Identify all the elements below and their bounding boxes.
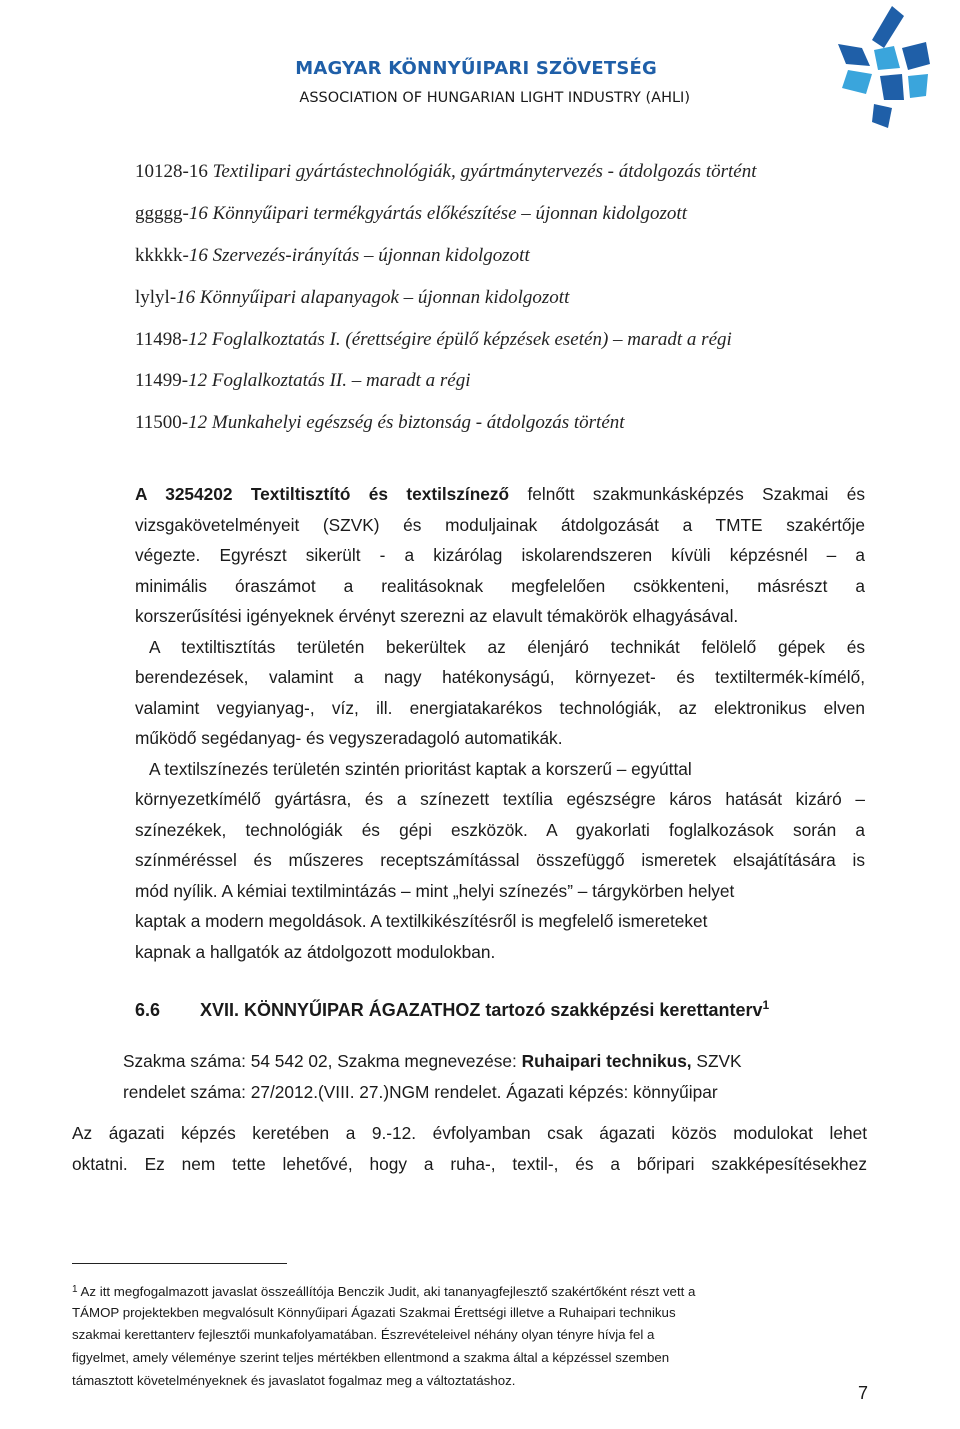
module-text: 16 Könnyűipari termékgyártás előkészítése – újonnan kidolgozott [188,203,687,224]
qualification-title: Ruhaipari technikus, [521,1051,692,1071]
paragraph-line: működő segédanyag- és vegyszeradagoló automatikák. [135,728,563,748]
module-code: ggggg- [135,203,189,224]
module-line [135,412,625,434]
footnote-line [72,1279,872,1302]
module-line [135,329,732,351]
module-code: kkkkk- [135,245,189,266]
sector-paragraph [72,1118,867,1179]
page-number: 7 [857,1383,868,1403]
paragraph-line: berendezések, valamint a nagy hatékonyságú, környezet- és textiltermék-kímélő, [135,667,865,687]
paragraph-line: mód nyílik. A kémiai textilmintázás – mint „helyi színezés” – tárgykörben helyet [135,880,735,901]
module-line [135,370,470,392]
module-line [135,161,756,183]
section-roman: XVII. [200,1000,240,1020]
qualification-info [123,1046,742,1107]
qualification-line: rendelet száma: 27/2012.(VIII. 27.)NGM rendelet. Ágazati képzés: könnyűipar [123,1081,718,1102]
qualification-text: SZVK [691,1051,742,1071]
footnote-line: szakmai kerettanterv fejlesztői munkafolyamatában. Észrevételeivel néhány olyan tényre hívja fel a [72,1327,655,1343]
paragraph-line: korszerűsítési igényeknek érvényt szerezni az elavult témakörök elhagyásával. [135,606,739,626]
paragraph-line: vizsgakövetelményeit (SZVK) és moduljainak átdolgozását a TMTE szakértője [135,514,865,535]
module-text: 12 Foglalkoztatás I. (érettségire épülő képzések esetén) – maradt a régi [188,329,732,350]
module-text: 16 Könnyűipari alapanyagok – újonnan kidolgozott [176,287,570,308]
paragraph-line: környezetkímélő gyártásra, és a színezett textília egészségre káros hatását kizáró – [135,789,865,809]
footnote-separator [72,1263,287,1264]
module-text: 12 Foglalkoztatás II. – maradt a régi [188,370,471,391]
module-line [135,287,569,309]
module-code: 11498- [135,329,189,350]
paragraph-line: A textilszínezés területén szintén prioritást kaptak a korszerű – egyúttal [149,758,692,779]
qualification-text: Szakma száma: 54 542 02, Szakma megnevezése: [123,1051,522,1071]
description-paragraph [135,479,865,967]
paragraph-line: színméréssel és műszeres receptszámítással összefüggő ismeretek elsajátítására is [135,850,865,870]
paragraph-line [135,479,865,510]
module-code: 10128-16 [135,161,213,182]
module-line [135,245,530,267]
module-code: 11500- [135,412,189,433]
footnote-line: figyelmet, amely véleménye szerint teljes mértékben ellentmond a szakma által a képzéssel szemben [72,1350,670,1366]
module-text: 16 Szervezés-irányítás – újonnan kidolgozott [188,245,530,266]
module-code: 11499- [135,370,189,391]
paragraph-line: valamint vegyianyag-, víz, ill. energiatakarékos technológiák, az elektronikus elven [135,697,865,718]
paragraph-line: A textiltisztítás területén bekerültek az élenjáró technikát felölelő gépek és [149,636,865,657]
qualification-name: A 3254202 Textiltisztító és textilszínező [135,484,510,504]
section-heading [135,998,769,1021]
footnote [72,1279,872,1392]
section-number: 6.6 [135,1000,161,1020]
module-code: lylyl- [135,287,177,308]
paragraph-line: kaptak a modern megoldások. A textilkikészítésről is megfelelő ismereteket [135,911,708,931]
paragraph-line: oktatni. Ez nem tette lehetővé, hogy a ruha-, textil-, és a bőripari szakképesítésekhez [72,1153,867,1174]
section-title: KÖNNYŰIPAR ÁGAZATHOZ tartozó szakképzési kerettanterv [244,1000,763,1020]
qualification-line [123,1046,742,1077]
footnote-line: TÁMOP projektekben megvalósult Könnyűipari Ágazati Szakmai Érettségi illetve a Ruhaipari technikus [72,1304,676,1320]
module-text: 12 Munkahelyi egészség és biztonság - átdolgozás történt [188,412,625,433]
footnote-ref[interactable]: 1 [762,998,770,1012]
footnote-marker: 1 [72,1284,78,1295]
organization-title: MAGYAR KÖNNYŰIPARI SZÖVETSÉG [295,58,657,79]
paragraph-line: színezékek, technológiák és gépi eszközök. A gyakorlati foglalkozások során a [135,819,865,840]
paragraph-line: végezte. Egyrészt sikerült - a kizárólag iskolarendszeren kívüli képzésnél – a [135,545,865,565]
paragraph-line: minimális óraszámot a realitásoknak megfelelően csökkenteni, másrészt a [135,575,865,596]
paragraph-text: felnőtt szakmunkásképzés Szakmai és [509,484,865,504]
paragraph-line: Az ágazati képzés keretében a 9.-12. évfolyamban csak ágazati közös modulokat lehet [72,1123,867,1143]
footnote-line: támasztott követelményeknek és javaslatot fogalmaz meg a változtatáshoz. [72,1372,516,1388]
footnote-text: Az itt megfogalmazott javaslat összeállítója Benczik Judit, aki tananyagfejlesztő szakértőként részt vett a [77,1284,696,1299]
module-line [135,203,687,225]
organization-subtitle: ASSOCIATION OF HUNGARIAN LIGHT INDUSTRY (AHLI) [299,90,690,106]
paragraph-line: kapnak a hallgatók az átdolgozott modulokban. [135,941,496,962]
ahli-logo-icon [818,4,932,130]
module-text: Textilipari gyártástechnológiák, gyártmánytervezés - átdolgozás történt [212,161,757,182]
